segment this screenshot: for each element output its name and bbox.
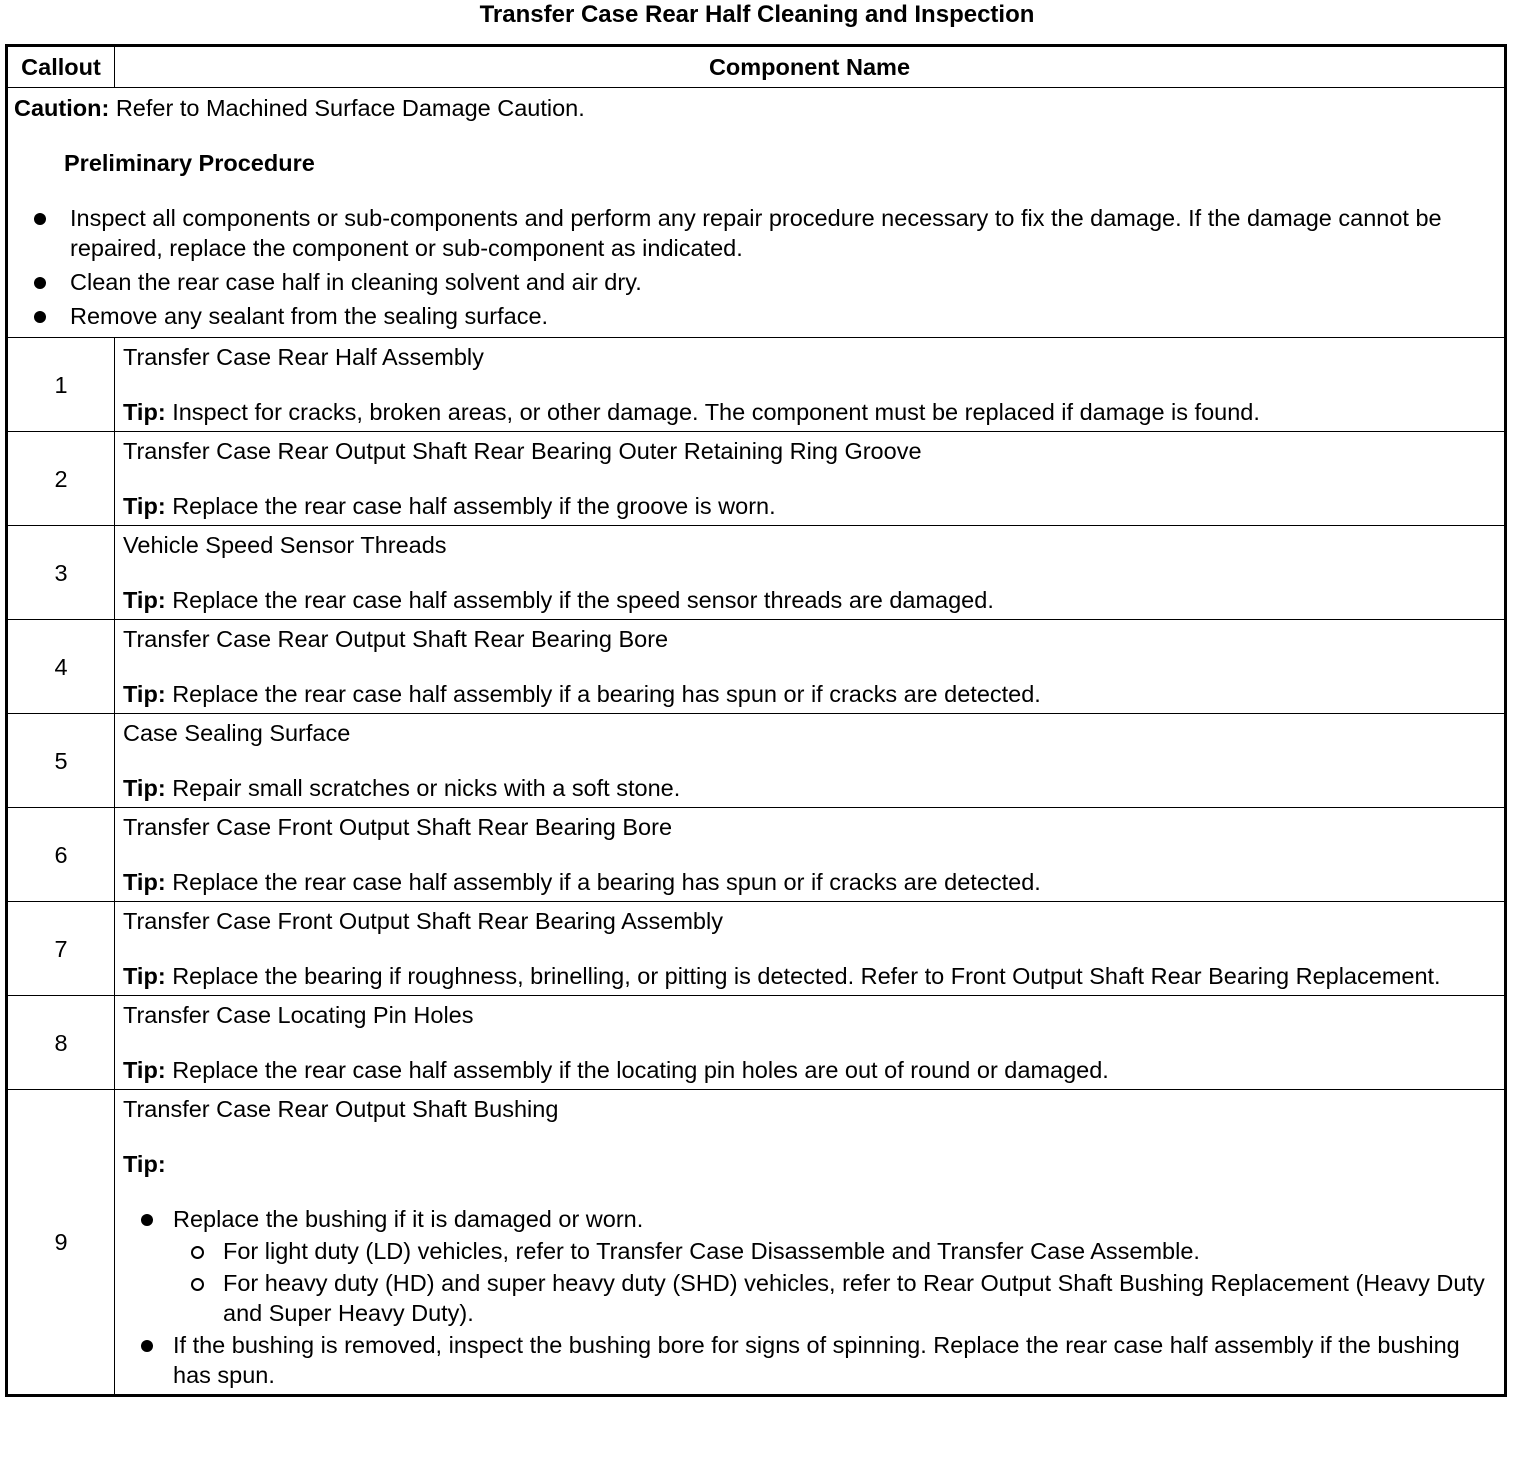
list-item: Replace the bushing if it is damaged or worn. For light duty (LD) vehicles, refer to Transfer Case Disassemble and Transfer Case Assemble. For heavy duty (HD) and super heavy duty (SHD) vehicles, refer to Rear Output Shaft Bushing Replacement (Heavy Duty and Super Heavy Duty). [123, 1204, 1496, 1328]
table-row [7, 714, 1506, 808]
sub-list [173, 1236, 1496, 1328]
tip-line: Tip: Repair small scratches or nicks with a soft stone. [123, 775, 681, 801]
page-title: Transfer Case Rear Half Cleaning and Inspection [479, 1, 1035, 28]
callout-header: Callout [7, 46, 115, 88]
list-item: Remove any sealant from the sealing surface. [14, 301, 1498, 331]
table-row [7, 526, 1506, 620]
tip-line: Tip: Replace the rear case half assembly if a bearing has spun or if cracks are detected. [123, 681, 1041, 707]
tip-line: Tip: Replace the rear case half assembly if the locating pin holes are out of round or damaged. [123, 1057, 1109, 1083]
component-name: Transfer Case Locating Pin Holes [123, 1002, 474, 1028]
tip-line: Tip: Replace the rear case half assembly if the speed sensor threads are damaged. [123, 587, 994, 613]
component-name: Transfer Case Rear Half Assembly [123, 344, 484, 370]
list-item: For heavy duty (HD) and super heavy duty (SHD) vehicles, refer to Rear Output Shaft Bushing Replacement (Heavy Duty and Super Heavy Duty). [173, 1268, 1496, 1328]
caution-text: Refer to Machined Surface Damage Caution. [115, 95, 585, 121]
tip-line: Tip: Replace the rear case half assembly if a bearing has spun or if cracks are detected. [123, 869, 1041, 895]
component-cell [115, 620, 1506, 714]
bullet-icon [141, 1214, 153, 1226]
bullet-icon [141, 1340, 153, 1352]
table-row [7, 902, 1506, 996]
bullet-icon [34, 311, 46, 323]
component-cell [115, 432, 1506, 526]
preliminary-list [14, 203, 1498, 331]
preliminary-procedure-heading: Preliminary Procedure [64, 150, 315, 176]
component-cell [115, 526, 1506, 620]
table-row [7, 996, 1506, 1090]
component-name: Transfer Case Rear Output Shaft Bushing [123, 1096, 559, 1122]
table-row [7, 620, 1506, 714]
tip-line: Tip: Replace the rear case half assembly if the groove is worn. [123, 493, 776, 519]
circle-bullet-icon [191, 1246, 204, 1259]
component-cell [115, 902, 1506, 996]
callout-number: 2 [7, 432, 115, 526]
callout-number: 7 [7, 902, 115, 996]
table-row [7, 808, 1506, 902]
component-name: Transfer Case Front Output Shaft Rear Bearing Assembly [123, 908, 723, 934]
tip-line: Tip: Inspect for cracks, broken areas, or other damage. The component must be replaced if damage is found. [123, 399, 1260, 425]
component-name-header: Component Name [115, 46, 1506, 88]
component-name: Vehicle Speed Sensor Threads [123, 532, 447, 558]
list-item: If the bushing is removed, inspect the bushing bore for signs of spinning. Replace the rear case half assembly if the bushing has spun. [123, 1330, 1496, 1390]
caution-line: Caution: Refer to Machined Surface Damage Caution. [14, 95, 585, 121]
callout-number: 9 [7, 1090, 115, 1396]
list-item: Inspect all components or sub-components and perform any repair procedure necessary to fix the damage. If the damage cannot be repaired, replace the component or sub-component as indicated. [14, 203, 1498, 263]
tip-line: Tip: Replace the bearing if roughness, brinelling, or pitting is detected. Refer to Front Output Shaft Rear Bearing Replacement. [123, 963, 1441, 989]
component-name: Transfer Case Rear Output Shaft Rear Bearing Bore [123, 626, 669, 652]
tip-line: Tip: [123, 1151, 166, 1177]
callout-number: 4 [7, 620, 115, 714]
caution-row [7, 88, 1506, 338]
table-row [7, 1090, 1506, 1396]
component-cell [115, 1090, 1506, 1396]
component-name: Transfer Case Front Output Shaft Rear Bearing Bore [123, 814, 673, 840]
component-cell [115, 714, 1506, 808]
callout-number: 5 [7, 714, 115, 808]
bullet-icon [34, 277, 46, 289]
component-name: Case Sealing Surface [123, 720, 351, 746]
component-name: Transfer Case Rear Output Shaft Rear Bearing Outer Retaining Ring Groove [123, 438, 922, 464]
circle-bullet-icon [191, 1278, 204, 1291]
component-cell [115, 996, 1506, 1090]
callout-number: 6 [7, 808, 115, 902]
list-item: Clean the rear case half in cleaning solvent and air dry. [14, 267, 1498, 297]
caution-label: Caution [14, 95, 102, 121]
table-row [7, 432, 1506, 526]
inspection-table [5, 44, 1507, 1397]
callout-number: 1 [7, 338, 115, 432]
tip-list [123, 1204, 1496, 1390]
component-cell [115, 808, 1506, 902]
callout-number: 3 [7, 526, 115, 620]
callout-number: 8 [7, 996, 115, 1090]
table-header-row [7, 46, 1506, 88]
list-item: For light duty (LD) vehicles, refer to Transfer Case Disassemble and Transfer Case Assemble. [173, 1236, 1496, 1266]
bullet-icon [34, 213, 46, 225]
caution-cell [7, 88, 1506, 338]
component-cell [115, 338, 1506, 432]
table-row [7, 338, 1506, 432]
